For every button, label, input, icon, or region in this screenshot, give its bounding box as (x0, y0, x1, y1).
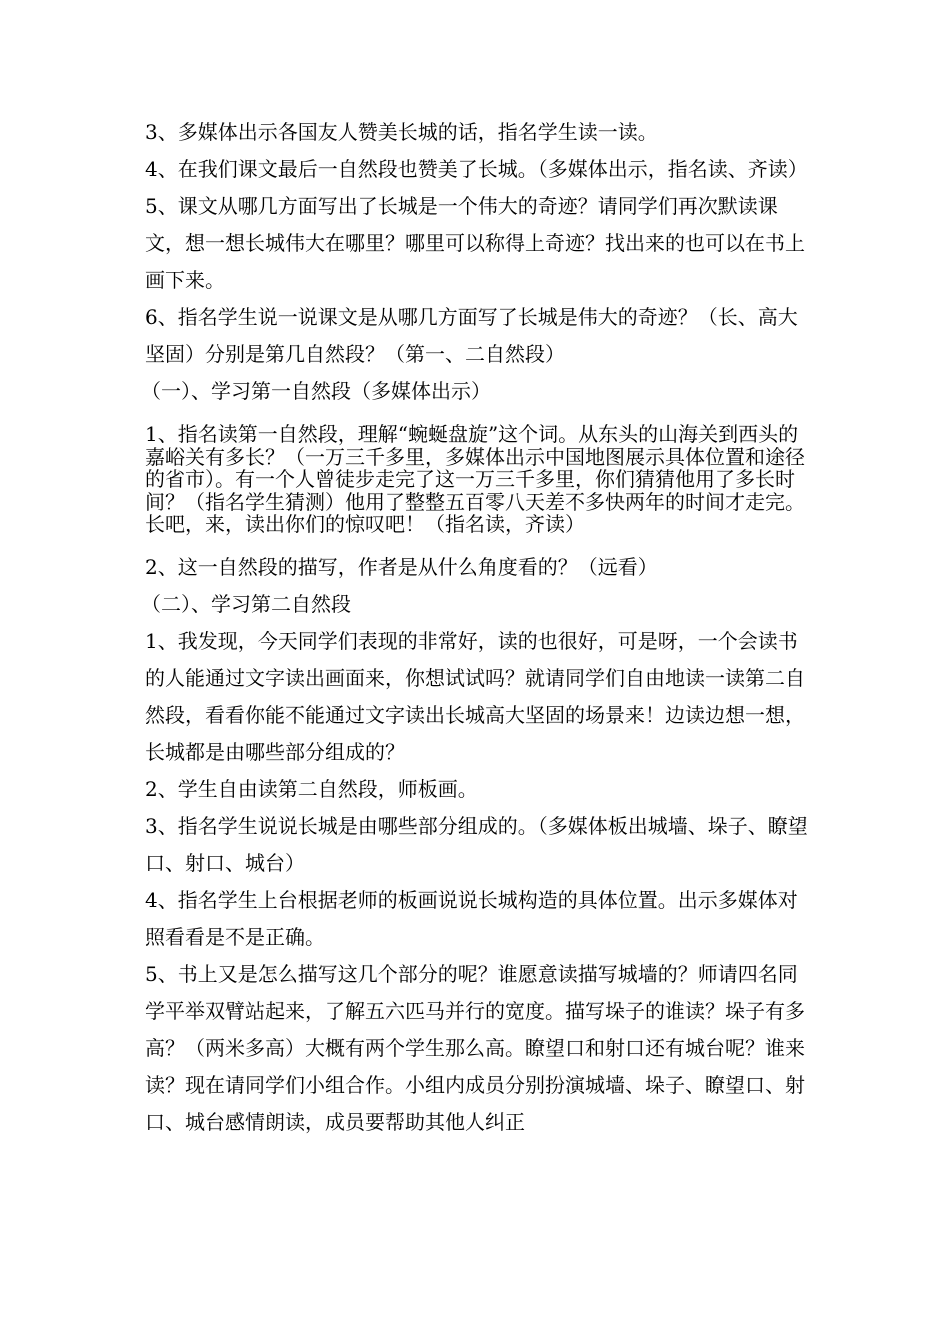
section2-paragraph-2: 2、学生自由读第二自然段，师板画。 (145, 776, 478, 801)
section2-paragraph-3: 3、指名学生说说长城是由哪些部分组成的。（多媒体板出城墙、垛子、瞭望口、射口、城台） (145, 813, 808, 875)
paragraph-6: 6、指名学生说一说课文是从哪几方面写了长城是伟大的奇迹？（长、高大坚固）分别是第几自然段？（第一、二自然段） (145, 305, 798, 366)
paragraph-3: 3、多媒体出示各国友人赞美长城的话，指名学生读一读。 (145, 120, 658, 144)
section2-paragraph-1: 1、我发现，今天同学们表现的非常好，读的也很好，可是呀，一个会读书的人能通过文字读出画面来，你想试试吗？就请同学们自由地读一读第二自然段，看看你能不能通过文字读出长城高大坚固的场景来！边读边想一想，长城都是由哪些部分组成的？ (145, 628, 805, 764)
document-body (141, 114, 810, 1141)
section1-paragraph-2: 2、这一自然段的描写，作者是从什么角度看的？（远看） (145, 554, 658, 579)
section2-paragraph-4: 4、指名学生上台根据老师的板画说说长城构造的具体位置。出示多媒体对照看看是不是正确。 (145, 887, 798, 949)
paragraph-4: 4、在我们课文最后一自然段也赞美了长城。（多媒体出示，指名读、齐读） (145, 157, 808, 181)
section2-paragraph-5: 5、书上又是怎么描写这几个部分的呢？谁愿意读描写城墙的？师请四名同学平举双臂站起来，了解五六匹马并行的宽度。描写垛子的谁读？垛子有多高？（两米多高）大概有两个学生那么高。瞭望口和射口还有城台呢？谁来读？现在请同学们小组合作。小组内成员分别扮演城墙、垛子、瞭望口、射口、城台感情朗读，成员要帮助其他人纠正 (145, 961, 805, 1134)
section-heading-1: （一）、学习第一自然段（多媒体出示） (141, 379, 491, 403)
paragraph-5: 5、课文从哪几方面写出了长城是一个伟大的奇迹？请同学们再次默读课文，想一想长城伟大在哪里？哪里可以称得上奇迹？找出来的也可以在书上画下来。 (145, 194, 805, 292)
section1-paragraph-1: 1、指名读第一自然段，理解“蜿蜒盘旋”这个词。从东头的山海关到西头的嘉峪关有多长？（一万三千多里，多媒体出示中国地图展示具体位置和途径的省市）。有一个人曾徒步走完了这一万三千多里，你们猜猜他用了多长时间？（指名学生猜测）他用了整整五百零八天差不多快两年的时间才走完。长吧，来，读出你们的惊叹吧！（指名读，齐读） (145, 422, 805, 536)
section-heading-2: （二）、学习第二自然段 (141, 591, 351, 616)
